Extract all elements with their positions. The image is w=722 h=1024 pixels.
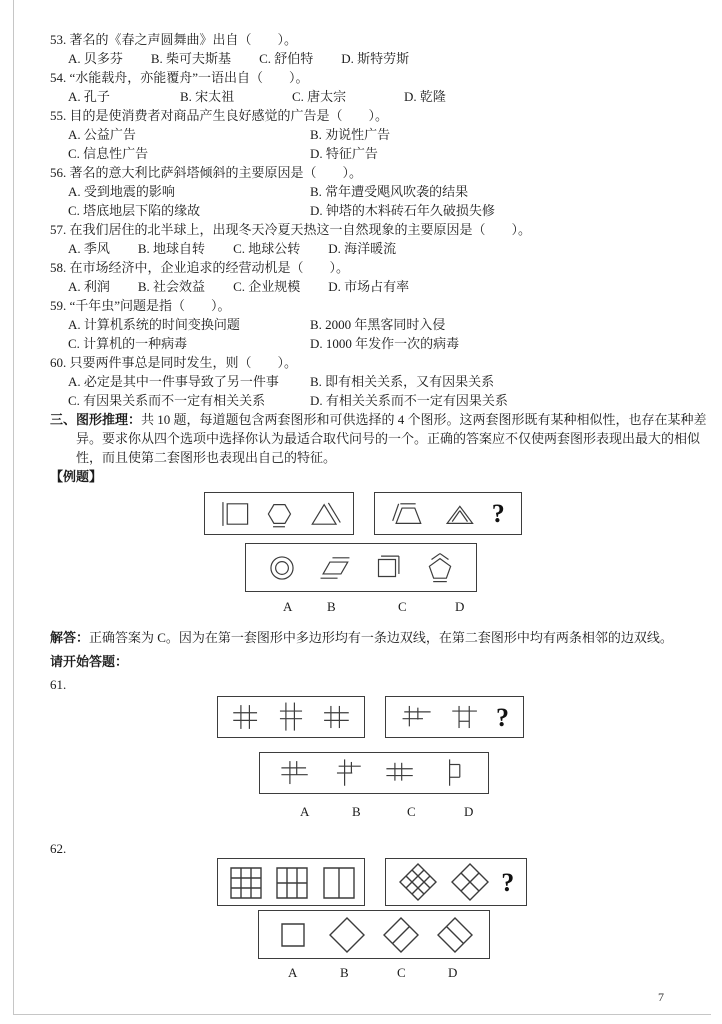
question-mark-placeholder: ? (501, 867, 515, 897)
section-instructions: 共 10 题，每道题包含两套图形和可供选择的 4 个图形。这两套图形既有某种相似性，也存在某种差异。要求你从四个选项中选择你认为最适合取代问号的一个。正确的答案应不仅使两套图形表现出最大的相似性，而且使第二套图形也表现出自己的特征。 (76, 412, 707, 465)
option-figure-hash-b (331, 756, 365, 790)
option-figure-concentric-circles (265, 551, 299, 585)
question-55 (50, 106, 684, 163)
option-a: A. 计算机系统的时间变换问题 (68, 317, 240, 332)
option-d: D. 海洋暖流 (328, 241, 397, 256)
question-text: 57. 在我们居住的北半球上，出现冬天冷夏天热这一自然现象的主要原因是（ ）。 (50, 222, 532, 237)
option-a: A. 季风 (68, 241, 110, 256)
option-row (50, 144, 684, 163)
question-57 (50, 220, 684, 258)
figure-diamond-grid-3x3 (398, 862, 438, 902)
question-mark-placeholder: ? (496, 702, 509, 732)
option-b: B. 宋太祖 (180, 89, 235, 104)
figure-hexagon-doubled-bottom-edge (262, 497, 296, 531)
option-row (50, 372, 684, 391)
q61-option-labels (0, 802, 722, 819)
figure-triangle-two-doubled-edges (442, 497, 476, 531)
figure-square-grid-3x3 (225, 862, 265, 902)
question-text: 58. 在市场经济中，企业追求的经营动机是（ ）。 (50, 260, 350, 275)
option-c: C. 计算机的一种病毒 (68, 336, 188, 351)
option-a: A. 必定是其中一件事导致了另一件事 (68, 374, 279, 389)
figure-hash-2 (274, 700, 308, 734)
label-b: B (327, 599, 336, 614)
q62-second-set-box (385, 858, 527, 906)
figure-hash-1 (229, 700, 263, 734)
question-58 (50, 258, 684, 296)
option-figure-hash-c (383, 756, 417, 790)
page-number: 7 (658, 990, 664, 1004)
q62-option-labels (0, 963, 722, 980)
option-row (50, 182, 684, 201)
label-d: D (455, 599, 465, 614)
option-b: B. 常年遭受飓风吹袭的结果 (310, 184, 469, 199)
question-text: 56. 著名的意大利比萨斜塔倾斜的主要原因是（ ）。 (50, 165, 363, 180)
option-c: C. 有因果关系而不一定有相关关系 (68, 393, 266, 408)
example-option-labels (0, 597, 722, 614)
option-b: B. 劝说性广告 (310, 127, 391, 142)
option-figure-diamond-split-slash (381, 915, 421, 955)
option-b: B. 社会效益 (137, 279, 206, 294)
question-56 (50, 163, 684, 220)
label-a: A (300, 804, 310, 819)
question-list (0, 0, 722, 410)
example-second-set-box (374, 492, 522, 535)
question-54 (50, 68, 684, 106)
explanation-label: 解答： (50, 630, 90, 645)
option-d: D. 特征广告 (310, 146, 378, 161)
option-c: C. 企业规模 (233, 279, 301, 294)
label-a: A (288, 965, 298, 980)
option-row (50, 87, 684, 106)
option-d: D. 斯特劳斯 (341, 51, 410, 66)
label-c: C (398, 599, 407, 614)
question-60 (50, 353, 684, 410)
option-d: D. 市场占有率 (328, 279, 410, 294)
option-figure-plain-diamond (327, 915, 367, 955)
example-figure-row (204, 492, 722, 535)
example-first-set-box (204, 492, 354, 535)
start-answering-prompt: 请开始答题： (50, 654, 129, 669)
label-a: A (283, 599, 293, 614)
q62-options-row (258, 910, 722, 959)
q62-first-set-box (217, 858, 365, 906)
q61-options-box (259, 752, 489, 794)
question-text: 54. “水能载舟，亦能覆舟”一语出自（ ）。 (50, 70, 309, 85)
label-c: C (407, 804, 416, 819)
question-text: 55. 目的是使消费者对商品产生良好感觉的广告是（ ）。 (50, 108, 389, 123)
example-options-row (245, 543, 722, 592)
option-b: B. 即有相关关系，又有因果关系 (310, 374, 495, 389)
option-figure-pentagon-doubled-edges (423, 551, 457, 585)
figure-diamond-grid-2x2 (450, 862, 490, 902)
figure-square-split-2 (318, 862, 358, 902)
q61-figure-row (217, 696, 722, 738)
option-c: C. 信息性广告 (68, 146, 149, 161)
option-a: A. 贝多芬 (68, 51, 123, 66)
figure-partial-hash-2 (448, 700, 482, 734)
label-b: B (352, 804, 361, 819)
question-text: 59. “千年虫”问题是指（ ）。 (50, 298, 231, 313)
option-row (50, 239, 684, 258)
figure-trapezoid-two-doubled-edges (391, 497, 425, 531)
label-d: D (464, 804, 474, 819)
option-c: C. 唐太宗 (292, 89, 347, 104)
option-row (50, 201, 684, 220)
option-c: C. 舒伯特 (259, 51, 314, 66)
option-b: B. 柴可夫斯基 (150, 51, 232, 66)
option-c: C. 地球公转 (233, 241, 301, 256)
question-text: 53. 著名的《春之声圆舞曲》出自（ ）。 (50, 32, 298, 47)
figure-triangle-doubled-right-edge (308, 497, 342, 531)
option-a: A. 利润 (68, 279, 110, 294)
option-b: B. 地球自转 (137, 241, 206, 256)
item-number-62: 62. (50, 841, 67, 856)
label-d: D (448, 965, 458, 980)
option-row (50, 49, 684, 68)
question-59 (50, 296, 684, 353)
question-mark-placeholder: ? (491, 499, 505, 528)
option-figure-square-doubled-top-right (370, 551, 404, 585)
label-c: C (397, 965, 406, 980)
section-heading-figure-reasoning (0, 410, 722, 467)
option-figure-parallelogram-doubled-top-bottom (318, 551, 352, 585)
option-row (50, 125, 684, 144)
example-options-box (245, 543, 477, 592)
explanation-text: 正确答案为 C。因为在第一套图形中多边形均有一条边双线，在第二套图形中均有两条相邻的边双线。 (89, 630, 673, 645)
option-row (50, 334, 684, 353)
q62-options-box (258, 910, 490, 959)
option-d: D. 乾隆 (404, 89, 446, 104)
option-d: D. 有相关关系而不一定有因果关系 (310, 393, 508, 408)
question-text: 60. 只要两件事总是同时发生，则（ ）。 (50, 355, 298, 370)
option-d: D. 1000 年发作一次的病毒 (310, 336, 460, 351)
option-figure-plain-square (273, 915, 313, 955)
option-row (50, 277, 684, 296)
figure-square-doubled-left-edge (217, 497, 251, 531)
option-figure-hash-d (436, 756, 470, 790)
example-explanation (0, 628, 722, 647)
q61-second-set-box (385, 696, 524, 738)
option-a: A. 受到地震的影响 (68, 184, 175, 199)
q62-figure-row (217, 858, 722, 906)
figure-square-grid-3x2 (271, 862, 311, 902)
option-d: D. 钟塔的木料砖石年久破损失修 (310, 203, 495, 218)
question-53 (50, 30, 684, 68)
label-b: B (340, 965, 349, 980)
option-row (50, 315, 684, 334)
option-b: B. 2000 年黑客同时入侵 (310, 317, 446, 332)
section-number-title: 三、图形推理： (50, 412, 142, 427)
q61-options-row (259, 752, 722, 794)
q61-first-set-box (217, 696, 365, 738)
item-number-61: 61. (50, 677, 67, 692)
option-figure-diamond-split-backslash (435, 915, 475, 955)
figure-hash-3 (319, 700, 353, 734)
option-a: A. 公益广告 (68, 127, 136, 142)
figure-partial-hash-1 (400, 700, 434, 734)
option-row (50, 391, 684, 410)
option-figure-hash-a (278, 756, 312, 790)
option-c: C. 塔底地层下陷的缘故 (68, 203, 201, 218)
option-a: A. 孔子 (68, 89, 110, 104)
example-heading: 【例题】 (50, 469, 103, 484)
